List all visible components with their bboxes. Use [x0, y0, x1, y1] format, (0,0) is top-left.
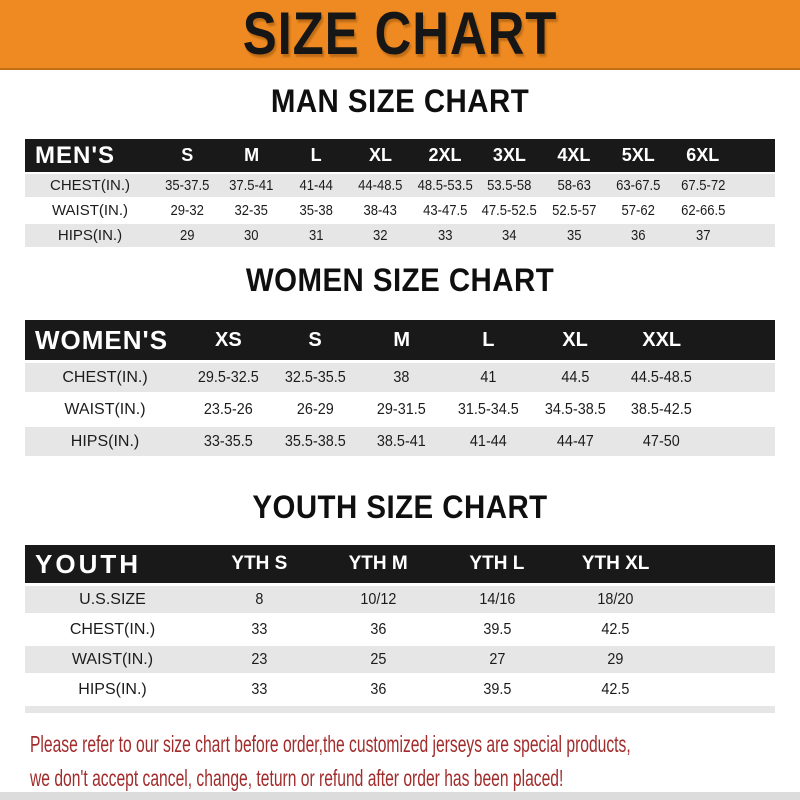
row-label: HIPS(IN.): [78, 680, 147, 698]
men-corner-label: MEN'S: [35, 141, 116, 169]
cell: 38.5-42.5: [631, 400, 693, 418]
cell: 37: [695, 227, 710, 244]
cell: 42.5: [601, 620, 630, 638]
cell: 38-43: [363, 202, 398, 219]
cell: 36: [370, 620, 387, 638]
cell: 29-32: [170, 202, 204, 219]
youth-size-table: [25, 545, 775, 703]
cell: 58-63: [557, 177, 591, 194]
women-row-hips-in: [25, 427, 775, 456]
cell: 36: [370, 680, 387, 698]
cell: 42.5: [601, 680, 630, 698]
cell: 62-66.5: [680, 202, 725, 219]
youth-section: [0, 489, 800, 713]
cell: 27: [488, 650, 505, 668]
cell: 29: [607, 650, 624, 668]
cell: 52.5-57: [551, 202, 596, 219]
cell: 57-62: [621, 202, 655, 219]
column-header: YTH M: [348, 553, 408, 574]
column-header: 4XL: [557, 145, 591, 165]
cell: 53.5-58: [487, 177, 532, 194]
cell: 38.5-41: [377, 432, 427, 450]
women-section-heading: WOMEN SIZE CHART: [245, 262, 555, 298]
row-label: HIPS(IN.): [57, 227, 123, 244]
men-header-row: [25, 139, 775, 172]
cell: 23: [251, 650, 268, 668]
cell: 33-35.5: [203, 432, 253, 450]
cell: 31.5-34.5: [457, 400, 519, 418]
women-corner-label: WOMEN'S: [35, 324, 169, 355]
column-header: L: [482, 328, 495, 351]
men-section: [0, 83, 800, 247]
column-header: YTH XL: [581, 553, 650, 574]
cell: 29: [179, 227, 195, 244]
cell: 25: [370, 650, 387, 668]
youth-corner-label: YOUTH: [35, 548, 141, 579]
men-row-chest-in: [25, 174, 775, 197]
cell: 41-44: [469, 432, 507, 450]
women-header-row: [25, 320, 775, 360]
cell: 29-31.5: [377, 400, 427, 418]
cell: 36: [631, 227, 646, 244]
row-label: WAIST(IN.): [64, 400, 146, 418]
youth-header-row: [25, 545, 775, 583]
cell: 41-44: [299, 177, 333, 194]
column-header: 6XL: [686, 145, 720, 165]
column-header: XL: [562, 328, 588, 351]
women-row-waist-in: [25, 395, 775, 424]
cell: 29.5-32.5: [197, 368, 259, 386]
cell: 35-38: [299, 202, 333, 219]
cell: 10/12: [360, 590, 397, 608]
column-header: 2XL: [428, 145, 462, 165]
men-size-table: [25, 139, 775, 247]
column-header: 5XL: [621, 145, 655, 165]
cell: 35.5-38.5: [284, 432, 346, 450]
row-label: WAIST(IN.): [71, 650, 154, 668]
cell: 31: [308, 227, 324, 244]
disclaimer-line-1: Please refer to our size chart before order,the customized jerseys are special products,: [30, 731, 631, 757]
page-bottom-strip: [0, 792, 800, 800]
column-header: M: [244, 145, 260, 165]
cell: 67.5-72: [680, 177, 725, 194]
youth-row-hips-in: [25, 676, 775, 703]
cell: 14/16: [478, 590, 515, 608]
column-header: XXL: [642, 328, 682, 351]
cell: 39.5: [482, 620, 511, 638]
men-row-waist-in: [25, 199, 775, 222]
youth-row-u-s-size: [25, 586, 775, 613]
cell: 47.5-52.5: [481, 202, 537, 219]
cell: 44.5-48.5: [631, 368, 693, 386]
men-section-heading: MAN SIZE CHART: [270, 83, 530, 119]
cell: 34: [502, 227, 517, 244]
cell: 32.5-35.5: [284, 368, 346, 386]
disclaimer-line-2: we don't accept cancel, change, teturn or refund after order has been placed!: [30, 765, 564, 791]
cell: 35: [566, 227, 582, 244]
cell: 33: [251, 680, 268, 698]
youth-table-bottom-strip: [25, 706, 775, 713]
cell: 39.5: [482, 680, 511, 698]
cell: 44-47: [556, 432, 594, 450]
cell: 47-50: [643, 432, 681, 450]
row-label: CHEST(IN.): [62, 368, 148, 386]
banner-title: SIZE CHART: [242, 0, 558, 67]
column-header: 3XL: [492, 145, 526, 165]
cell: 44.5: [561, 368, 590, 386]
banner: [0, 0, 800, 70]
row-label: WAIST(IN.): [51, 202, 129, 219]
row-label: U.S.SIZE: [79, 590, 146, 608]
youth-row-waist-in: [25, 646, 775, 673]
cell: 26-29: [296, 400, 334, 418]
cell: 38: [393, 368, 410, 386]
row-label: HIPS(IN.): [70, 432, 140, 450]
cell: 32-35: [234, 202, 269, 219]
cell: 63-67.5: [616, 177, 661, 194]
cell: 23.5-26: [203, 400, 253, 418]
cell: 30: [244, 227, 259, 244]
row-label: CHEST(IN.): [50, 177, 130, 194]
column-header: S: [181, 145, 194, 165]
column-header: XL: [369, 145, 393, 165]
cell: 18/20: [597, 590, 634, 608]
column-header: S: [308, 328, 322, 351]
cell: 8: [255, 590, 264, 608]
column-header: L: [310, 145, 322, 165]
youth-row-chest-in: [25, 616, 775, 643]
column-header: XS: [214, 328, 242, 351]
cell: 41: [480, 368, 497, 386]
cell: 43-47.5: [422, 202, 468, 219]
disclaimer: [30, 727, 800, 795]
row-label: CHEST(IN.): [69, 620, 156, 638]
column-header: YTH S: [231, 553, 288, 574]
column-header: M: [393, 328, 411, 351]
cell: 44-48.5: [358, 177, 403, 194]
youth-section-heading: YOUTH SIZE CHART: [252, 489, 548, 525]
men-row-hips-in: [25, 224, 775, 247]
women-size-table: [25, 320, 775, 456]
cell: 33: [251, 620, 268, 638]
cell: 32: [373, 227, 388, 244]
cell: 33: [437, 227, 453, 244]
women-row-chest-in: [25, 363, 775, 392]
cell: 48.5-53.5: [417, 177, 473, 194]
column-header: YTH L: [469, 553, 525, 574]
cell: 37.5-41: [229, 177, 274, 194]
cell: 34.5-38.5: [544, 400, 606, 418]
cell: 35-37.5: [165, 177, 210, 194]
women-section: [0, 262, 800, 456]
